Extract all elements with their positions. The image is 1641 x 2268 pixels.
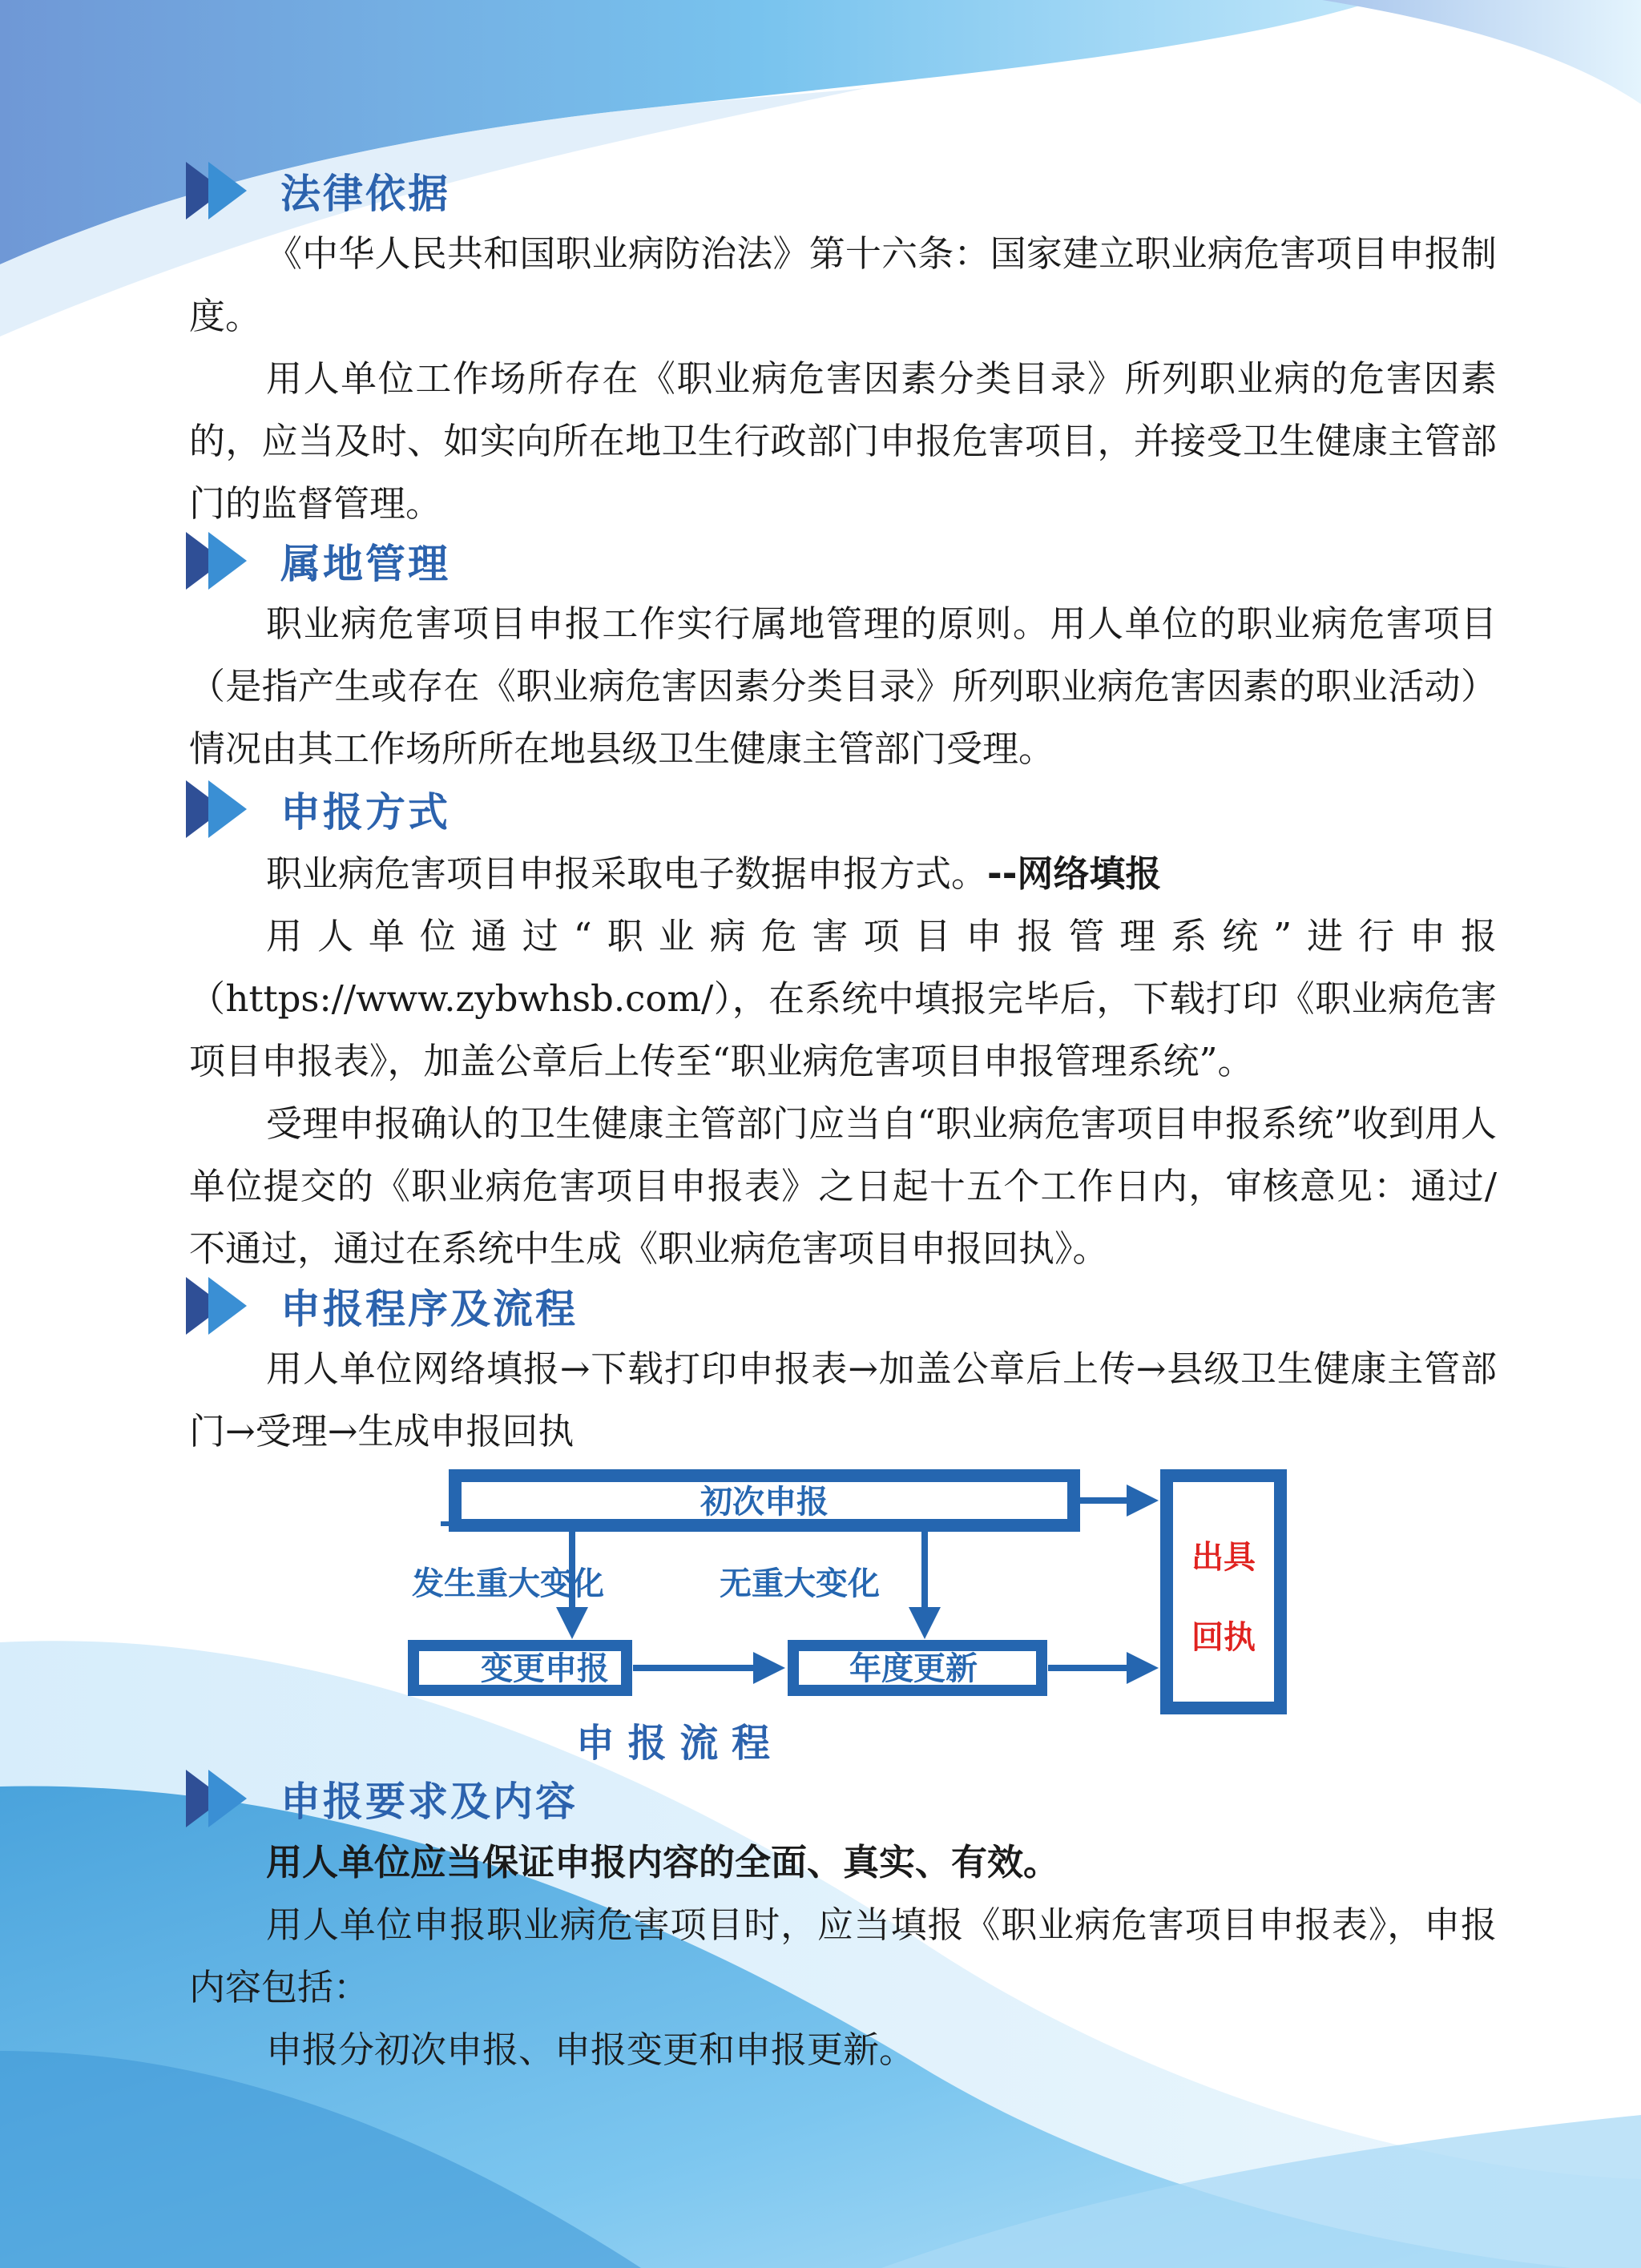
annual-update-label: 年度更新 — [849, 1650, 978, 1687]
section-header-legal — [186, 155, 450, 227]
chevron-icon — [186, 777, 266, 841]
method-paragraph-3: 受理申报确认的卫生健康主管部门应当自“职业病危害项目申报系统”收到用人单位提交的《职业病危害项目申报表》之日起十五个工作日内，审核意见：通过/不通过，通过在系统中生成《职业病危害项目申报回执》。 — [189, 1102, 1497, 1270]
chevron-icon — [186, 159, 266, 223]
requirements-paragraph-2: 用人单位申报职业病危害项目时，应当填报《职业病危害项目申报表》，申报内容包括： — [189, 1903, 1497, 2008]
initial-report-label: 初次申报 — [700, 1484, 829, 1521]
method-paragraph-1-bold: --网络填报 — [987, 852, 1162, 895]
section-header-method — [186, 773, 450, 845]
section-title-territorial: 属地管理 — [280, 541, 450, 587]
section-header-territorial — [186, 525, 450, 597]
chevron-icon — [186, 1766, 266, 1831]
section-header-requirements — [186, 1762, 578, 1835]
procedure-paragraph-1: 用人单位网络填报→下载打印申报表→加盖公章后上传→县级卫生健康主管部门→受理→生成申报回执 — [189, 1348, 1497, 1452]
flowchart-caption: 申 报 流 程 — [575, 1721, 771, 1766]
section-header-procedure — [186, 1270, 578, 1342]
method-paragraph-2: 用人单位通过“职业病危害项目申报管理系统”进行申报（https://www.zybwhsb.com/），在系统中填报完毕后，下载打印《职业病危害项目申报表》，加盖公章后上传至“职业病危害项目申报管理系统”。 — [189, 915, 1497, 1082]
chevron-icon — [186, 529, 266, 593]
section-title-legal: 法律依据 — [280, 171, 450, 217]
section-title-requirements: 申报要求及内容 — [280, 1779, 578, 1825]
major-change-label: 发生重大变化 — [412, 1565, 604, 1602]
receipt-label-line1: 出具 — [1191, 1539, 1256, 1576]
section-title-method: 申报方式 — [280, 789, 450, 836]
chevron-icon — [186, 1274, 266, 1338]
method-paragraph-1 — [189, 843, 1497, 905]
change-report-label: 变更申报 — [481, 1650, 609, 1687]
method-paragraph-1-text: 职业病危害项目申报采取电子数据申报方式。 — [266, 852, 988, 895]
flowchart — [321, 1466, 1314, 1795]
legal-paragraph-2: 用人单位工作场所存在《职业病危害因素分类目录》所列职业病的危害因素的，应当及时、如实向所在地卫生行政部门申报危害项目，并接受卫生健康主管部门的监督管理。 — [189, 357, 1497, 525]
legal-paragraph-1: 《中华人民共和国职业病防治法》第十六条：国家建立职业病危害项目申报制度。 — [189, 232, 1497, 337]
receipt-box — [1167, 1476, 1280, 1708]
requirements-paragraph-3: 申报分初次申报、申报变更和申报更新。 — [266, 2028, 916, 2071]
receipt-label-line2: 回执 — [1191, 1619, 1256, 1656]
section-title-procedure: 申报程序及流程 — [280, 1286, 578, 1332]
no-major-change-label: 无重大变化 — [720, 1565, 880, 1602]
territorial-paragraph-1: 职业病危害项目申报工作实行属地管理的原则。用人单位的职业病危害项目（是指产生或存在《职业病危害因素分类目录》所列职业病危害因素的职业活动）情况由其工作场所所在地县级卫生健康主管部门受理。 — [189, 602, 1497, 770]
requirements-paragraph-1: 用人单位应当保证申报内容的全面、真实、有效。 — [266, 1841, 1060, 1883]
